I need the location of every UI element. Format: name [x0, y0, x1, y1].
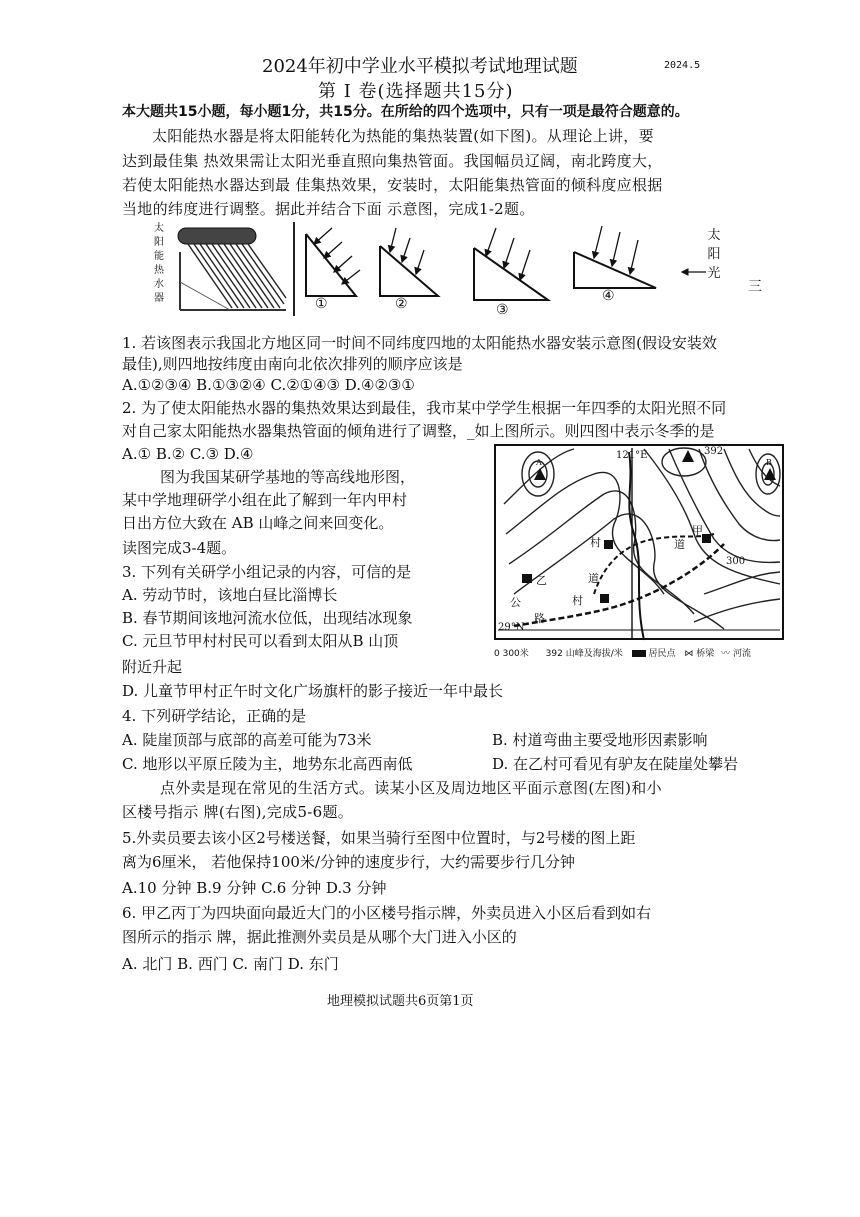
passage3-line2: 区楼号指示 牌(右图),完成5-6题。: [122, 803, 354, 821]
legend-settlement-icon: [632, 650, 646, 657]
figure-divider: [293, 222, 295, 316]
q6-options: A. 北门 B. 西门 C. 南门 D. 东门: [122, 955, 339, 973]
q4-option-c: C. 地形以平原丘陵为主，地势东北高西南低: [122, 755, 413, 773]
solar-panels-diagram: [298, 222, 738, 322]
q3-option-d: D. 儿童节甲村正午时文化广场旗杆的影子接近一年中最长: [122, 682, 504, 700]
passage1-line2: 达到最佳集 热效果需让太阳光垂直照向集热管面。我国幅员辽阔，南北跨度大，: [122, 152, 663, 170]
panel-label-3: ③: [496, 302, 509, 318]
map-peak-a: A: [536, 458, 542, 467]
legend-river-icon: 〰: [721, 649, 731, 659]
map-road-char-5: 公: [510, 596, 521, 609]
map-road-char-4: 村: [572, 594, 583, 607]
q5-stem-line2: 离为6厘米， 若他保持100米/分钟的速度步行，大约需要步行几分钟: [122, 853, 575, 871]
q2-stem-line1: 2. 为了使太阳能热水器的集热效果达到最佳，我市某中学学生根据一年四季的太阳光照不同: [122, 399, 727, 417]
map-legend: [494, 646, 751, 659]
q2-options: A.① B.② C.③ D.④: [122, 445, 254, 463]
map-road-char-2: 道: [674, 538, 685, 551]
map-longitude: 121°E: [616, 450, 648, 461]
passage1-line3: 若使太阳能热水器达到最 佳集热效果，安装时，太阳能集热管面的倾科度应根据: [122, 176, 663, 194]
map-contour-300: 300: [726, 556, 746, 567]
section-title: 第 I 卷(选择题共15分): [318, 81, 514, 102]
q1-stem-line2: 最佳),则四地按纬度由南向北依次排列的顺序应该是: [122, 355, 463, 373]
page-footer: 地理模拟试题共6页第1页: [327, 994, 474, 1009]
passage2-line4: 读图完成3-4题。: [122, 539, 237, 557]
q4-stem: 4. 下列研学结论，正确的是: [122, 707, 307, 725]
legend-peak-elevation: 392: [545, 649, 563, 659]
q3-stem: 3. 下列有关研学小组记录的内容，可信的是: [122, 563, 412, 581]
passage2-line1: 图为我国某研学基地的等高线地形图，: [160, 468, 416, 486]
panel-label-2: ②: [395, 296, 408, 312]
map-peak-b: B: [766, 458, 772, 467]
legend-scale: 0 300米: [494, 649, 529, 659]
solar-figure: [152, 222, 762, 322]
map-elevation-392: 392: [704, 446, 724, 457]
legend-bridge: 桥梁: [696, 649, 715, 659]
q6-stem-line2: 图所示的指示 牌，据此推测外卖员是从哪个大门进入小区的: [122, 928, 517, 946]
passage1-line4: 当地的纬度进行调整。据此并结合下面 示意图，完成1-2题。: [122, 200, 535, 218]
panel-label-1: ①: [315, 296, 328, 312]
q2-stem-line2: 对自己家太阳能热水器集热管面的倾角进行了调整，_如上图所示。则四图中表示冬季的是: [122, 422, 715, 440]
q4-option-b: B. 村道弯曲主要受地形因素影响: [492, 731, 708, 749]
q3-option-c: C. 元旦节甲村村民可以看到太阳从B 山顶: [122, 632, 399, 650]
passage2-line3: 日出方位大致在 AB 山峰之间来回变化。: [122, 514, 394, 532]
map-road-char-6: 路: [534, 612, 545, 625]
legend-peak-text: 山峰及海拔/米: [565, 649, 623, 659]
solar-heater-illustration: [170, 222, 290, 316]
map-village-jia: 甲: [692, 524, 703, 537]
contour-map: [494, 444, 784, 664]
passage1-line1: 太阳能热水器是将太阳能转化为热能的集热装置(如下图)。从理论上讲，要: [152, 127, 654, 145]
map-road-char-3: 道: [588, 572, 599, 585]
q3-option-b: B. 春节期间该地河流水位低，出现结冰现象: [122, 609, 413, 627]
solar-heater-label: 太阳能热水器: [154, 223, 164, 304]
passage3-line1: 点外卖是现在常见的生活方式。读某小区及周边地区平面示意图(左图)和小: [160, 779, 662, 797]
q4-option-a: A. 陡崖顶部与底部的高差可能为73米: [122, 731, 372, 749]
passage2-line2: 某中学地理研学小组在此了解到一年内甲村: [122, 491, 408, 509]
exam-date: 2024.5: [664, 60, 701, 71]
map-village-yi: 乙: [536, 574, 547, 587]
margin-mark: 三: [748, 279, 762, 295]
q4-option-d: D. 在乙村可看见有驴友在陡崖处攀岩: [492, 755, 739, 773]
q1-options: A.①②③④ B.①③②④ C.②①④③ D.④②③①: [122, 376, 415, 394]
panel-label-4: ④: [602, 288, 615, 304]
legend-river: 河流: [733, 649, 752, 659]
q5-options: A.10 分钟 B.9 分钟 C.6 分钟 D.3 分钟: [122, 879, 387, 897]
legend-settlement: 居民点: [648, 649, 676, 659]
page-title: 2024年初中学业水平模拟考试地理试题: [262, 56, 578, 77]
map-latitude: 29°N: [498, 622, 525, 633]
section-instructions: 本大题共15小题，每小题1分，共15分。在所给的四个选项中，只有一项是最符合题意的。: [122, 104, 689, 120]
legend-bridge-icon: ⋈: [684, 649, 694, 659]
map-road-char-1: 村: [590, 536, 601, 549]
q3-option-c-cont: 附近升起: [122, 658, 183, 676]
sunlight-label: 太阳光: [707, 228, 721, 281]
q6-stem-line1: 6. 甲乙丙丁为四块面向最近大门的小区楼号指示牌，外卖员进入小区后看到如右: [122, 904, 652, 922]
q1-stem-line1: 1. 若该图表示我国北方地区同一时间不同纬度四地的太阳能热水器安装示意图(假设安装效: [122, 334, 717, 352]
q5-stem-line1: 5.外卖员要去该小区2号楼送餐，如果当骑行至图中位置时，与2号楼的图上距: [122, 829, 636, 847]
q3-option-a: A. 劳动节时，该地白昼比淄博长: [122, 586, 338, 604]
